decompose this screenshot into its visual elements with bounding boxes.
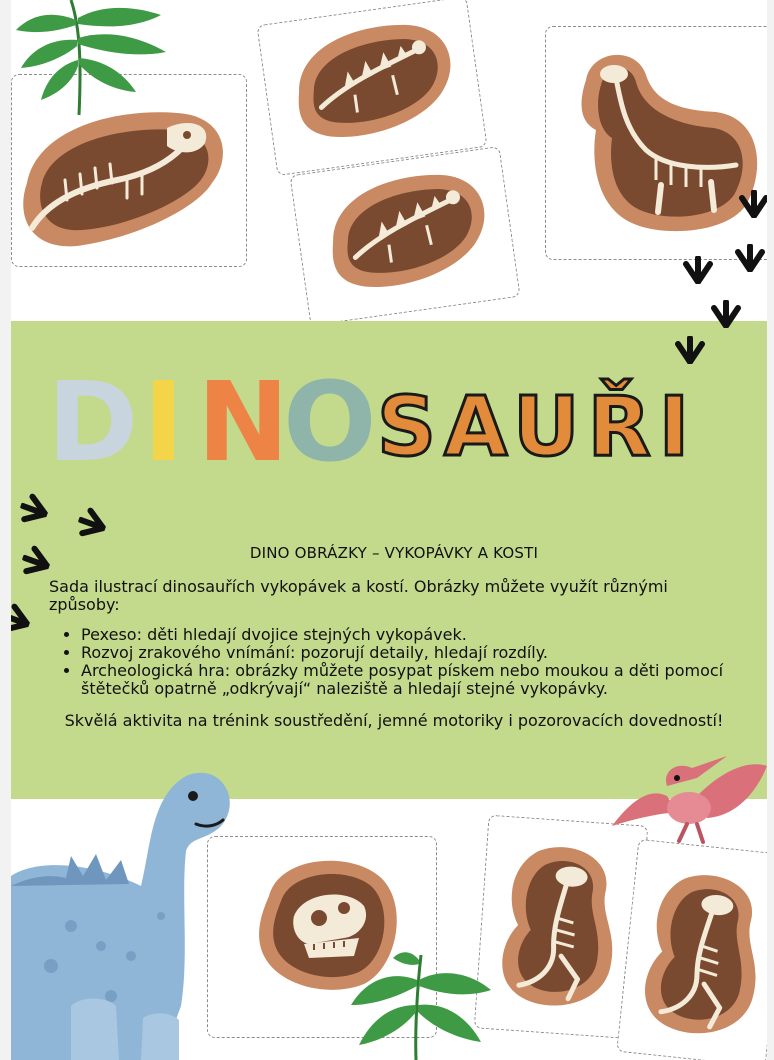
closing-text: Skvělá aktivita na trénink soustředění, jemné motoriky i pozorovacích dovedností! bbox=[64, 711, 724, 730]
title-letter-o: O bbox=[283, 358, 377, 486]
palm-leaf-icon bbox=[331, 950, 501, 1060]
footprint-icon bbox=[711, 300, 741, 328]
description bbox=[49, 544, 739, 730]
worksheet-page bbox=[11, 0, 767, 1060]
footprint-icon bbox=[675, 336, 705, 364]
section-heading: DINO OBRÁZKY – VYKOPÁVKY A KOSTI bbox=[249, 544, 539, 562]
pterosaur-icon bbox=[607, 746, 767, 866]
footprint-icon bbox=[683, 256, 713, 284]
title-sauri: SAUŘI bbox=[377, 380, 698, 475]
blue-dinosaur-icon bbox=[11, 756, 241, 1060]
fossil-stegosaurus-icon bbox=[274, 0, 471, 159]
fossil-stegosaurus-icon bbox=[308, 150, 505, 309]
list-item: • Rozvoj zrakového vnímání: pozorují detaily, hledají rozdíly. bbox=[81, 644, 739, 662]
footprint-icon bbox=[739, 190, 767, 218]
page-title bbox=[47, 358, 747, 492]
title-letter-d: D bbox=[47, 358, 139, 486]
intro-text: Sada ilustrací dinosauřích vykopávek a kostí. Obrázky můžete využít různými způsoby: bbox=[49, 577, 668, 614]
title-letter-i: I bbox=[143, 358, 184, 486]
footprint-icon bbox=[735, 244, 765, 272]
fossil-trex-skeleton-icon bbox=[628, 859, 767, 1052]
list-item: • Pexeso: děti hledají dvojice stejných vykopávek. bbox=[81, 626, 739, 644]
list-item: • Archeologická hra: obrázky můžete posypat pískem nebo moukou a děti pomocí štětečků opatrně „odkrývají“ naleziště a hledají stejné vykopávky. bbox=[81, 662, 739, 698]
palm-leaf-icon bbox=[11, 0, 181, 120]
uses-list bbox=[49, 626, 739, 698]
fossil-brachiosaurus-icon bbox=[566, 40, 766, 240]
title-letter-n: N bbox=[197, 358, 290, 486]
